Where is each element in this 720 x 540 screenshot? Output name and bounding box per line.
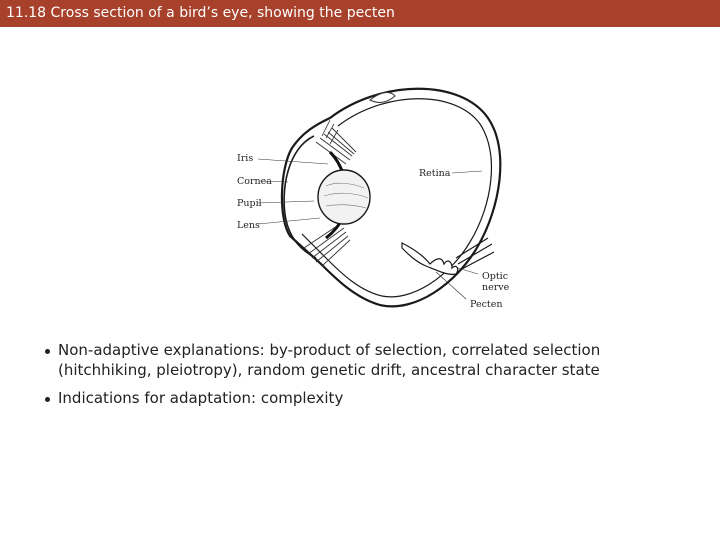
optic-nerve-label-line1: Optic [482,271,509,282]
iris-label: Iris [237,153,254,164]
lens-label: Lens [237,220,260,231]
retina-label: Retina [419,168,451,179]
pupil-label: Pupil [237,198,262,209]
eye-outer-wall [282,89,500,307]
scleral-ring [370,93,395,103]
eye-cross-section-illustration [230,78,520,318]
bird-eye-diagram [230,78,520,318]
optic-nerve-label-line2: nerve [482,282,510,293]
cornea-label: Cornea [237,176,272,187]
bullet-adaptation: Indications for adaptation: complexity [44,389,644,409]
pecten [402,243,458,274]
slide-title: 11.18 Cross section of a bird’s eye, showing the pecten [0,0,720,27]
lens [318,170,370,224]
bullet-list [44,341,644,418]
pecten-label: Pecten [470,299,503,310]
bullet-non-adaptive: Non-adaptive explanations: by-product of selection, correlated selection (hitchhiking, pleiotropy), random genetic drift, ancestral character state [44,341,644,380]
optic-nerve [456,238,494,270]
